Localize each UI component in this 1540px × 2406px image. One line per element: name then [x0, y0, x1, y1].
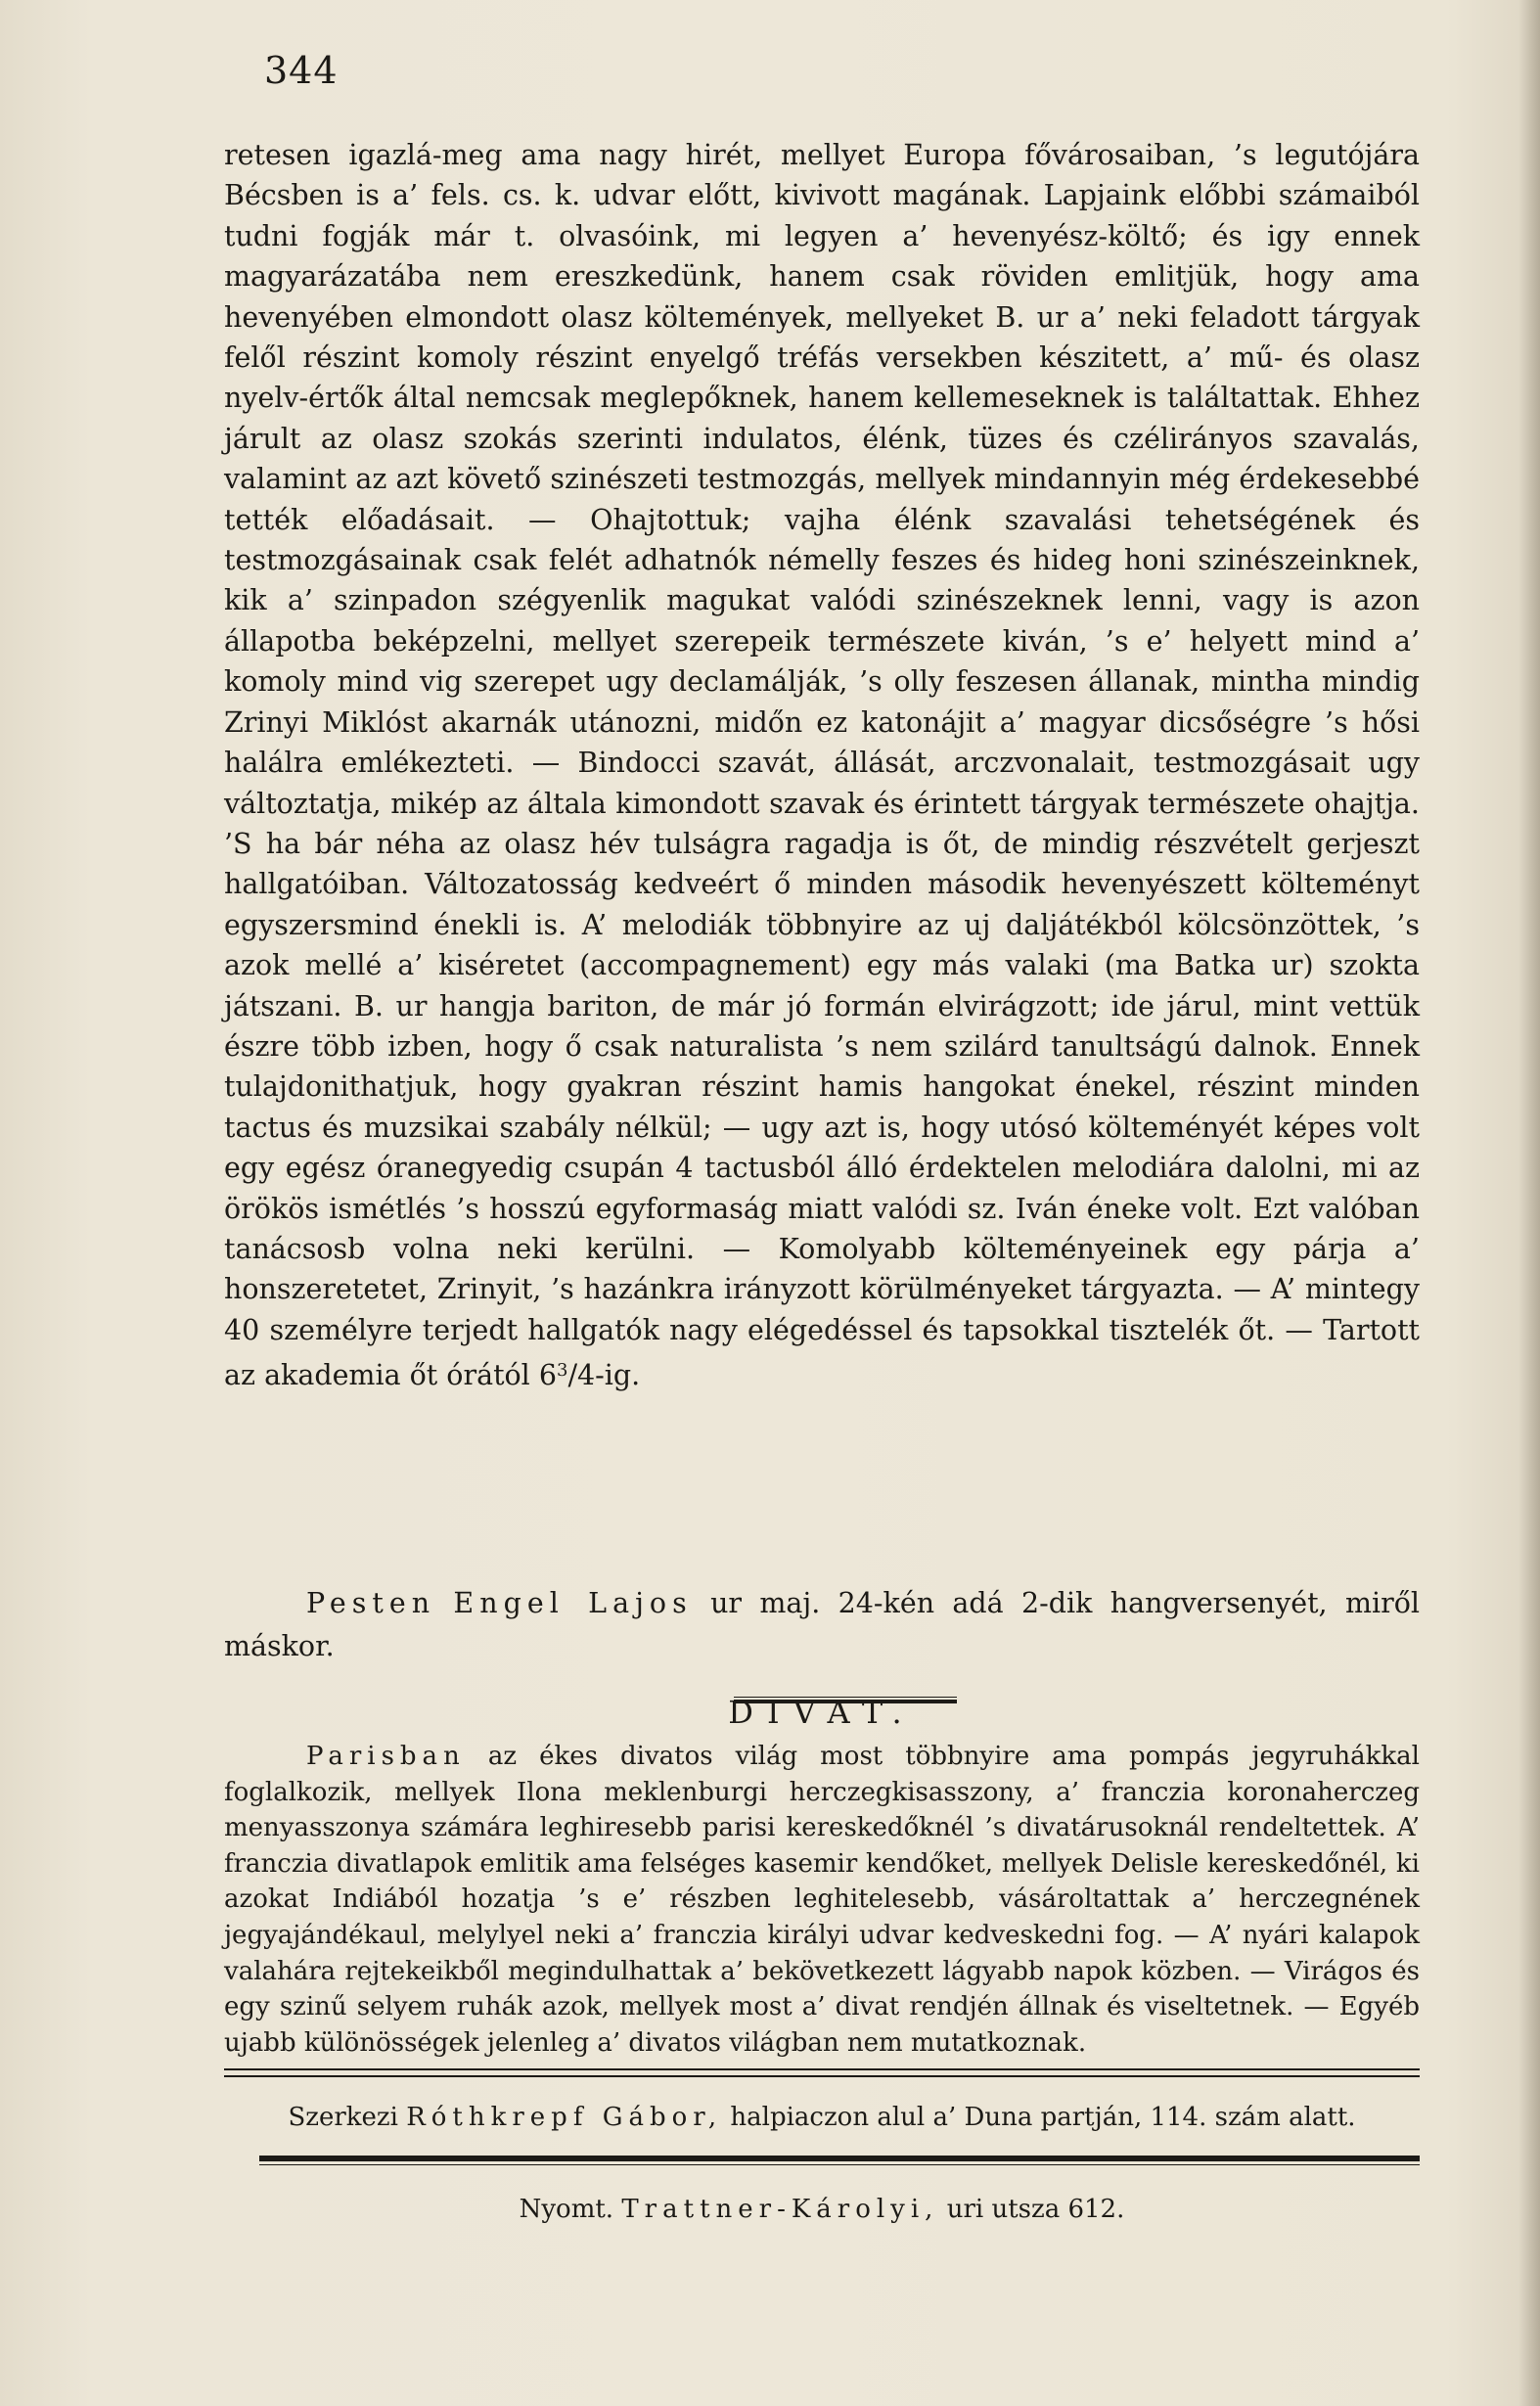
divat-text: az ékes divatos világ most többnyire ama pompás jegyruhákkal foglalkozik, mellyek Ilona meklenburgi herczegkisasszony, a’ franczia koronaherczeg menyasszonya számára leghiresebb parisi kereskedőknél ’s divatárusoknál rendeltettek. A’ franczia divatlapok emlitik ama felséges kasemir kendőket, mellyek Delisle kereskedőnél, ki azokat Indiából hozatja ’s e’ részben leghitelesebb, vásároltattak a’ herczegnének jegyajándékaul, melylyel neki a’ franczia királyi udvar kedveskedni fog. — A’ nyári kalapok valahára rejtekeikből megindulhattak a’ bekövetkezett lágyabb napok közben. — Virágos és egy szinű selyem ruhák azok, mellyek most a’ divat rendjén állnak és viseltetnek. — Egyéb ujabb különösségek jelenleg a’ divatos világban nem mutatkoznak. [224, 1742, 1420, 2058]
editor-line [224, 2098, 1420, 2137]
main-article [224, 135, 1420, 1396]
printer-name: Trattner-Károlyi, [621, 2195, 939, 2224]
main-paragraph [224, 135, 1420, 1396]
concert-announcement [224, 1582, 1420, 1668]
footer-rule-thick [259, 2156, 1420, 2161]
footer-rule-top-double [224, 2075, 1420, 2077]
fraction-rest: /4-ig. [567, 1359, 641, 1392]
editor-rest: halpiaczon alul a’ Duna partján, 114. szám alatt. [730, 2103, 1356, 2132]
printer-rest: uri utsza 612. [946, 2195, 1125, 2224]
main-text: retesen igazlá-meg ama nagy hirét, mellyet Europa fővárosaiban, ’s legutójára Bécsben is a’ fels. cs. k. udvar előtt, kivivott magának. Lapjaink előbbi számaiból tudni fogják már t. olvasóink, mi legyen a’ hevenyész-költő; és igy ennek magyarázatába nem ereszkedünk, hanem csak röviden emlitjük, hogy ama hevenyében elmondott olasz költemények, mellyeket B. ur a’ neki feladott tárgyak felől részint komoly részint enyelgő tréfás versekben készitett, a’ mű- és olasz nyelv-értők által nemcsak meglepőknek, hanem kellemeseknek is találtattak. Ehhez járult az olasz szokás szerinti indulatos, élénk, tüzes és czélirányos szavalás, valamint az azt követő szinészeti testmozgás, mellyek mindannyin még érdekesebbé tették előadásait. — Ohajtottuk; vajha élénk szavalási tehetségének és testmozgásainak csak felét adhatnók némelly feszes és hideg honi szinészeinknek, kik a’ szinpadon szégyenlik magukat valódi szinészeknek lenni, vagy is azon állapotba beképzelni, mellyet szerepeik természete kiván, ’s e’ helyett mind a’ komoly mind vig szerepet ugy declamálják, ’s olly feszesen állanak, mintha mindig Zrinyi Miklóst akarnák utánozni, midőn ez katonájit a’ magyar dicsőségre ’s hősi halálra emlékezteti. — Bindocci szavát, állását, arczvonalait, testmozgásait ugy változtatja, mikép az általa kimondott szavak és érintett tárgyak természete ohajtja. ’S ha bár néha az olasz hév tulságra ragadja is őt, de mindig részvételt gerjeszt hallgatóiban. Változatosság kedveért ő minden második hevenyészett költeményt egyszersmind énekli is. A’ melodiák többnyire az uj daljátékból kölcsönzöttek, ’s azok mellé a’ kiséretet (accompagnement) egy más valaki (ma Batka ur) szokta játszani. B. ur hangja bariton, de már jó formán elvirágzott; ide járul, mint vettük észre több izben, hogy ő csak naturalista ’s nem szilárd tanultságú dalnok. Ennek tulajdonithatjuk, hogy gyakran részint hamis hangokat énekel, részint minden tactus és muzsikai szabály nélkül; — ugy azt is, hogy utósó költeményét képes volt egy egész óranegyedig csupán 4 tactusból álló érdektelen melodiára dalolni, mi az örökös ismétlés ’s hosszú egyformaság miatt valódi sz. Iván éneke volt. Ezt valóban tanácsosb volna neki kerülni. — Komolyabb költeményeinek egy párja a’ honszeretetet, Zrinyit, ’s hazánkra irányzott körülményeket tárgyazta. — A’ mintegy 40 személyre terjedt hallgatók nagy elégedéssel és tapsokkal tisztelék őt. — Tartott az akademia őt órától 6 [224, 139, 1420, 1392]
printer-line [224, 2190, 1420, 2229]
page-spine-shadow [1518, 0, 1540, 2406]
editor-prefix: Szerkezi [288, 2103, 398, 2132]
fraction-numerator: 3 [556, 1360, 568, 1382]
announce-rest: ur maj. 24-kén adá 2-dik hangversenyét, miről máskor. [224, 1587, 1420, 1662]
section-title: DIVAT. [728, 1694, 916, 1731]
announce-name: Engel Lajos [453, 1587, 693, 1619]
divat-article [224, 1739, 1420, 2061]
footer-rule-top [224, 2068, 1420, 2070]
announce-city: Pesten [306, 1587, 436, 1619]
editor-name: Róthkrepf Gábor, [406, 2103, 723, 2132]
divat-lead: Parisban [306, 1742, 466, 1771]
printer-prefix: Nyomt. [519, 2195, 614, 2224]
page-number: 344 [264, 49, 339, 92]
footer-rule-thin [259, 2164, 1420, 2165]
